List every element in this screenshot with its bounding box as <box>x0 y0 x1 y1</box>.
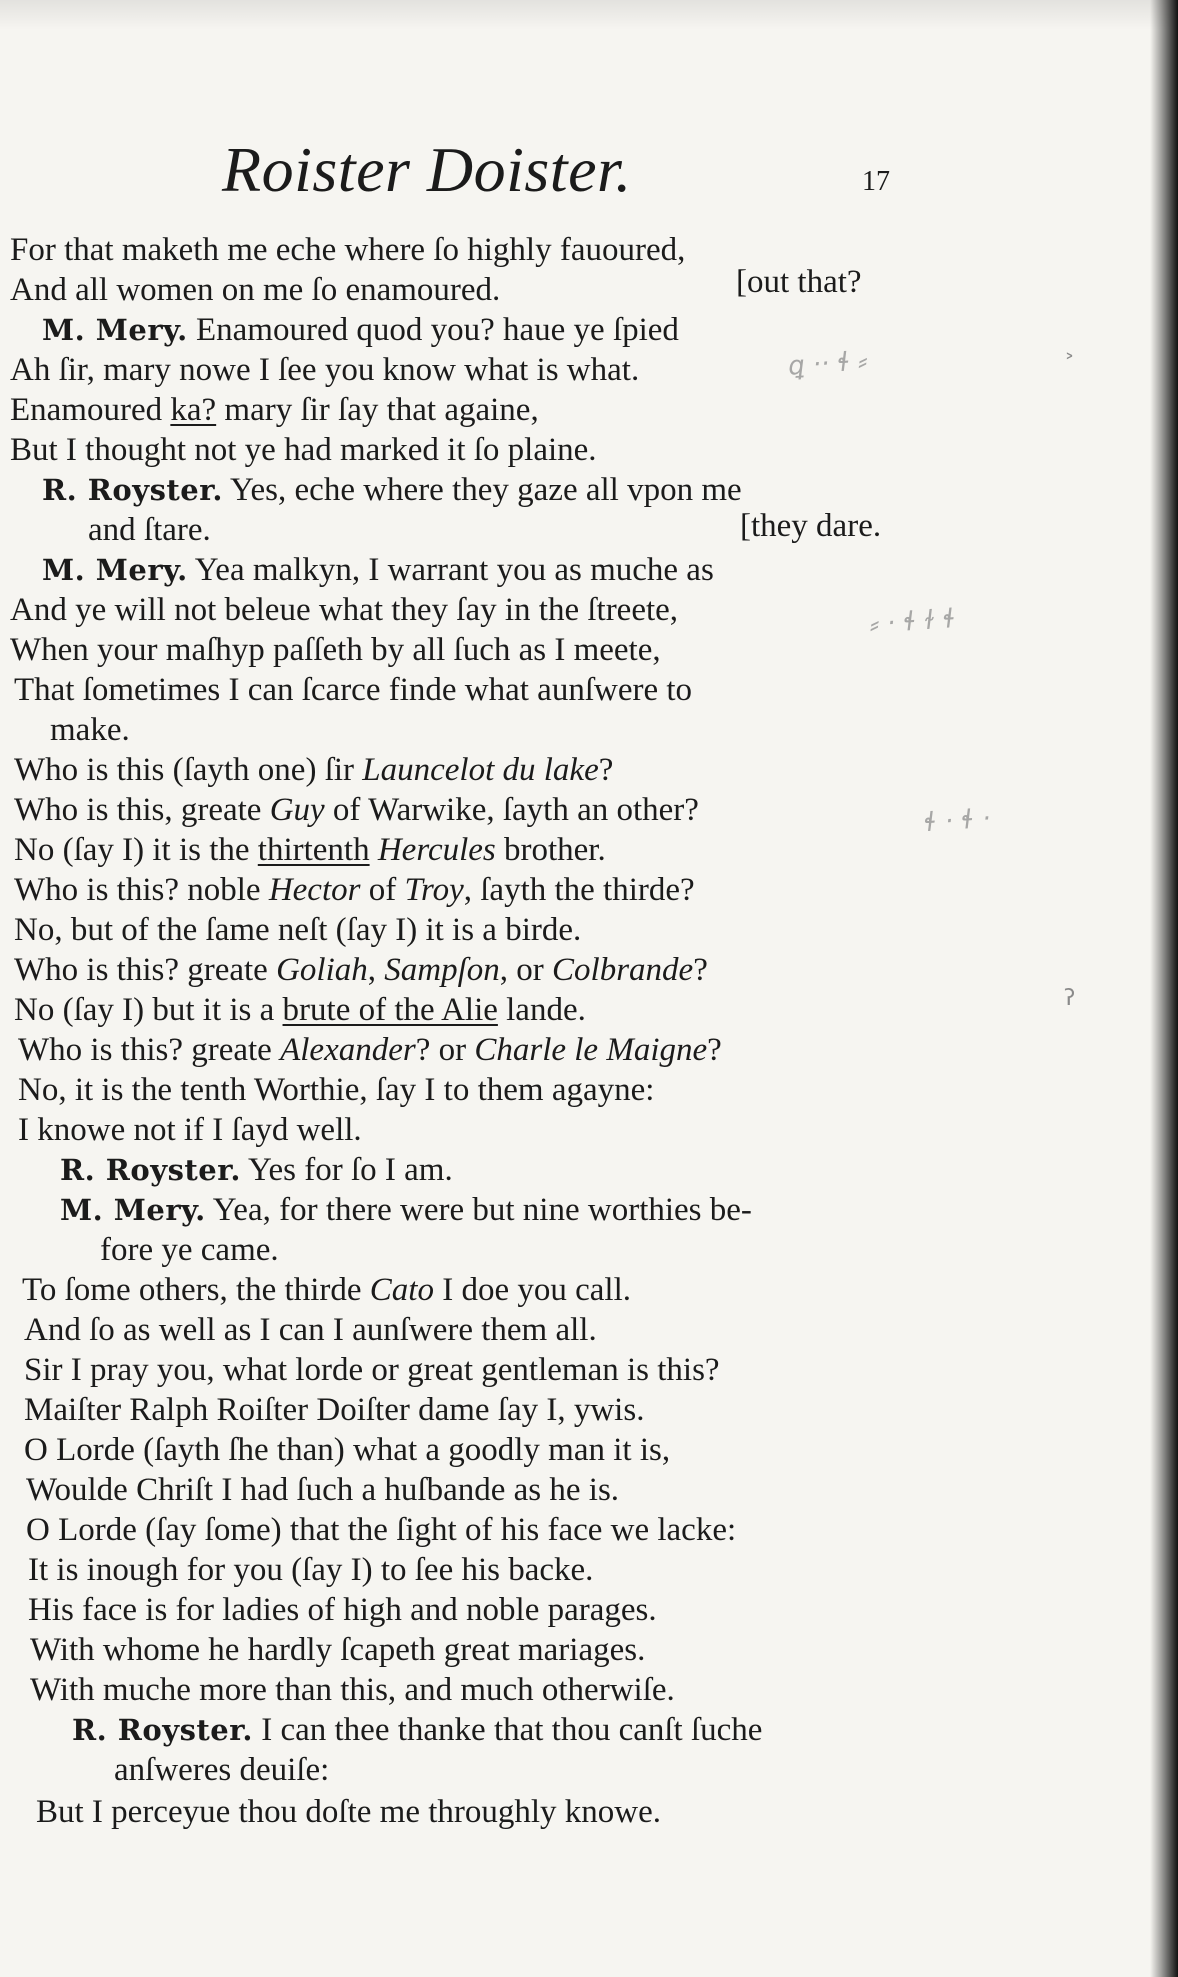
verse-line: And all women on me ſo enamoured. <box>10 272 501 308</box>
verse-line: It is inough for you (ſay I) to ſee his backe. <box>28 1552 594 1588</box>
verse-line: anſweres deuiſe: <box>114 1752 330 1788</box>
verse-line: For that maketh me eche where ſo highly fauoured, <box>10 232 686 268</box>
pencil-annotation: ɬ · ɬ · <box>923 803 992 839</box>
verse-line: Sir I pray you, what lorde or great gentleman is this? <box>24 1352 720 1388</box>
speaker-name: R. Royster. <box>72 1713 253 1747</box>
verse-line: Ah ſir, mary nowe I ſee you know what is what. <box>10 352 640 388</box>
verse-line: Who is this, greate Guy of Warwike, ſayth an other? <box>14 792 699 828</box>
verse-line: Who is this (ſayth one) ſir Launcelot du lake? <box>14 752 614 788</box>
verse-line: and ſtare. <box>88 512 211 548</box>
verse-line: M. Mery. Yea, for there were but nine worthies be- <box>60 1192 752 1228</box>
verse-line: With muche more than this, and much otherwiſe. <box>30 1672 675 1708</box>
page-top-shadow <box>0 0 1178 30</box>
verse-line: No, but of the ſame neſt (ſay I) it is a birde. <box>14 912 582 948</box>
running-title: Roister Doister. <box>222 134 632 205</box>
verse-line: And ſo as well as I can I aunſwere them all. <box>24 1312 597 1348</box>
verse-line: R. Royster. Yes, eche where they gaze all vpon me <box>42 472 742 508</box>
verse-line: His face is for ladies of high and noble parages. <box>28 1592 657 1628</box>
verse-line: M. Mery. Yea malkyn, I warrant you as muche as <box>42 552 714 588</box>
speaker-name: M. Mery. <box>42 313 188 347</box>
speaker-name: M. Mery. <box>60 1193 206 1227</box>
verse-line: fore ye came. <box>100 1232 279 1268</box>
speaker-name: R. Royster. <box>60 1153 241 1187</box>
page-gutter-shadow <box>1150 0 1178 1977</box>
verse-line: Who is this? greate Alexander? or Charle le Maigne? <box>18 1032 722 1068</box>
turnover-text: [out that? <box>736 264 862 300</box>
verse-line: Enamoured ka? mary ſir ſay that againe, <box>10 392 539 428</box>
pencil-annotation: ⸗ · ɬ ɫ ɬ <box>869 604 957 640</box>
verse-line: I knowe not if I ſayd well. <box>18 1112 362 1148</box>
speaker-name: R. Royster. <box>42 473 223 507</box>
verse-line: And ye will not beleue what they ſay in the ſtreete, <box>10 592 679 628</box>
verse-line: O Lorde (ſay ſome) that the ſight of his face we lacke: <box>26 1512 737 1548</box>
verse-line: No, it is the tenth Worthie, ſay I to them agayne: <box>18 1072 655 1108</box>
speaker-name: M. Mery. <box>42 553 188 587</box>
verse-line: With whome he hardly ſcapeth great mariages. <box>30 1632 646 1668</box>
verse-line: Maiſter Ralph Roiſter Doiſter dame ſay I, ywis. <box>24 1392 645 1428</box>
verse-line: That ſometimes I can ſcarce finde what aunſwere to <box>14 672 693 708</box>
verse-line: Woulde Chriſt I had ſuch a huſbande as he is. <box>26 1472 620 1508</box>
pencil-annotation: ꝗ ·· ɬ ⸗ <box>787 346 869 382</box>
verse-line: O Lorde (ſayth ſhe than) what a goodly man it is, <box>24 1432 671 1468</box>
verse-line: To ſome others, the thirde Cato I doe you call. <box>22 1272 631 1308</box>
verse-line: make. <box>50 712 130 748</box>
verse-line: M. Mery. Enamoured quod you? haue ye ſpied <box>42 312 679 348</box>
verse-line: But I perceyue thou doſte me throughly knowe. <box>36 1794 662 1830</box>
page-number: 17 <box>862 166 890 197</box>
margin-mark: ˃ <box>1064 352 1075 377</box>
verse-line: Who is this? greate Goliah, Sampſon, or Colbrande? <box>14 952 708 988</box>
verse-line: No (ſay I) but it is a brute of the Alie lande. <box>14 992 586 1028</box>
margin-mark: ʔ <box>1064 986 1076 1011</box>
verse-line: R. Royster. Yes for ſo I am. <box>60 1152 453 1188</box>
verse-line: R. Royster. I can thee thanke that thou canſt ſuche <box>72 1712 763 1748</box>
verse-line: But I thought not ye had marked it ſo plaine. <box>10 432 597 468</box>
verse-line: No (ſay I) it is the thirtenth Hercules brother. <box>14 832 606 868</box>
verse-line: Who is this? noble Hector of Troy, ſayth the thirde? <box>14 872 695 908</box>
turnover-text: [they dare. <box>740 508 882 544</box>
verse-line: When your maſhyp paſſeth by all ſuch as I meete, <box>10 632 661 668</box>
